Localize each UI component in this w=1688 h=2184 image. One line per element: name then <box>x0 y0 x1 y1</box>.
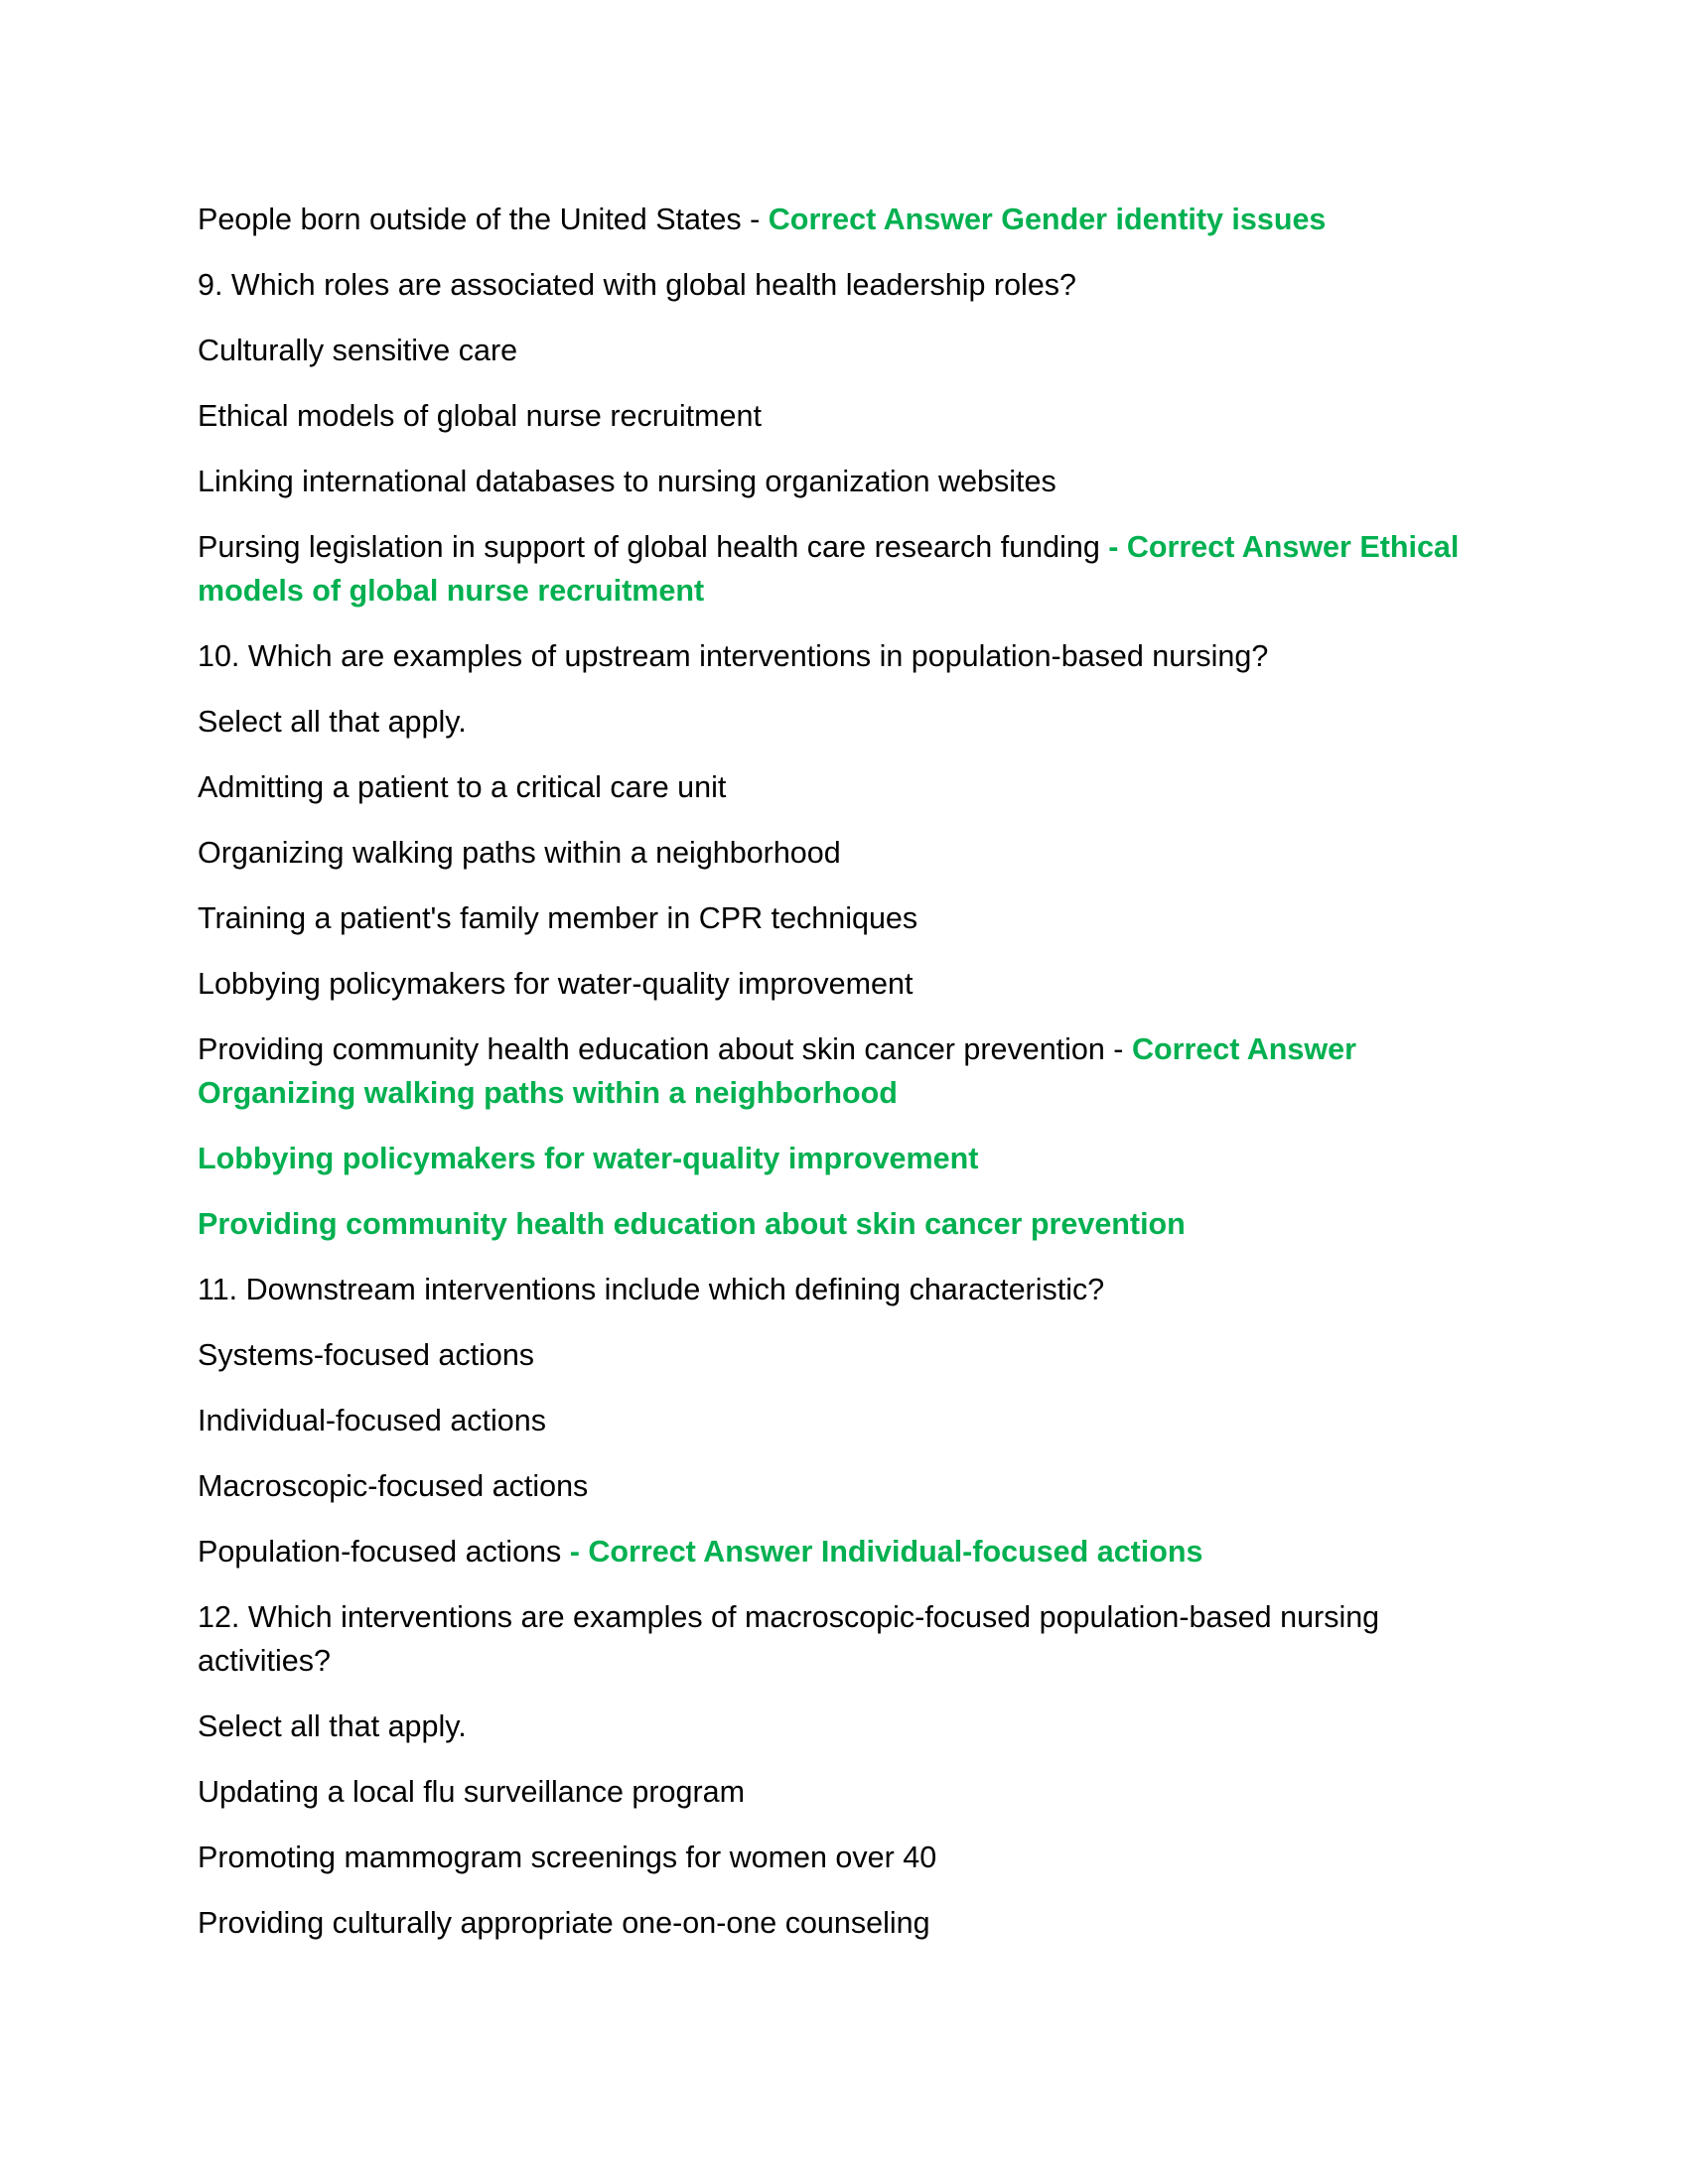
correct-answer: Correct Answer Organizing walking paths within a neighborhood <box>198 1032 1356 1110</box>
line-text: Select all that apply. <box>198 1709 467 1743</box>
line-text: 10. Which are examples of upstream interventions in population-based nursing? <box>198 639 1269 673</box>
option-line <box>198 765 1488 809</box>
document-body <box>198 198 1488 1967</box>
option-line <box>198 831 1488 875</box>
text-line <box>198 198 1488 241</box>
line-text: Systems-focused actions <box>198 1338 535 1372</box>
answer-text: Lobbying policymakers for water-quality improvement <box>198 1142 979 1175</box>
correct-answer-continued <box>198 1202 1488 1246</box>
line-text: 9. Which roles are associated with global health leadership roles? <box>198 268 1076 302</box>
line-text: People born outside of the United States - <box>198 203 769 236</box>
option-line <box>198 1836 1488 1879</box>
line-text: 11. Downstream interventions include which defining characteristic? <box>198 1273 1105 1306</box>
line-text: Lobbying policymakers for water-quality improvement <box>198 967 914 1001</box>
option-line <box>198 962 1488 1006</box>
option-line <box>198 1333 1488 1377</box>
question-10 <box>198 634 1488 678</box>
line-text: Admitting a patient to a critical care unit <box>198 770 727 804</box>
option-line <box>198 394 1488 438</box>
line-text: Training a patient's family member in CPR techniques <box>198 901 918 935</box>
option-line <box>198 525 1488 613</box>
correct-answer: Correct Answer Gender identity issues <box>768 203 1327 236</box>
option-line <box>198 1464 1488 1508</box>
line-text: 12. Which interventions are examples of macroscopic-focused population-based nursing activities? <box>198 1600 1380 1678</box>
line-text: Promoting mammogram screenings for women over 40 <box>198 1841 937 1874</box>
line-text: Macroscopic-focused actions <box>198 1469 589 1503</box>
option-line <box>198 1399 1488 1442</box>
line-text: Organizing walking paths within a neighborhood <box>198 836 841 870</box>
option-line <box>198 896 1488 940</box>
option-line <box>198 460 1488 503</box>
option-line <box>198 1530 1488 1573</box>
line-text: Linking international databases to nursing organization websites <box>198 465 1056 498</box>
correct-answer: - Correct Answer Ethical models of global nurse recruitment <box>198 530 1460 608</box>
instruction-line <box>198 700 1488 744</box>
question-12 <box>198 1595 1488 1683</box>
option-line <box>198 329 1488 372</box>
line-text: Updating a local flu surveillance program <box>198 1775 745 1809</box>
question-11 <box>198 1268 1488 1311</box>
line-text: Culturally sensitive care <box>198 334 518 367</box>
question-9 <box>198 263 1488 307</box>
option-line <box>198 1770 1488 1814</box>
line-text: Select all that apply. <box>198 705 467 739</box>
line-text: Ethical models of global nurse recruitment <box>198 399 762 433</box>
option-line <box>198 1901 1488 1945</box>
line-text: Providing community health education about skin cancer prevention - <box>198 1032 1132 1066</box>
line-text: Individual-focused actions <box>198 1404 546 1437</box>
correct-answer: - Correct Answer Individual-focused actions <box>569 1535 1203 1569</box>
line-text: Providing culturally appropriate one-on-one counseling <box>198 1906 930 1940</box>
instruction-line <box>198 1705 1488 1748</box>
correct-answer-continued <box>198 1137 1488 1180</box>
line-text: Population-focused actions <box>198 1535 570 1569</box>
answer-text: Providing community health education about skin cancer prevention <box>198 1207 1186 1241</box>
option-line <box>198 1027 1488 1115</box>
line-text: Pursing legislation in support of global health care research funding <box>198 530 1109 564</box>
